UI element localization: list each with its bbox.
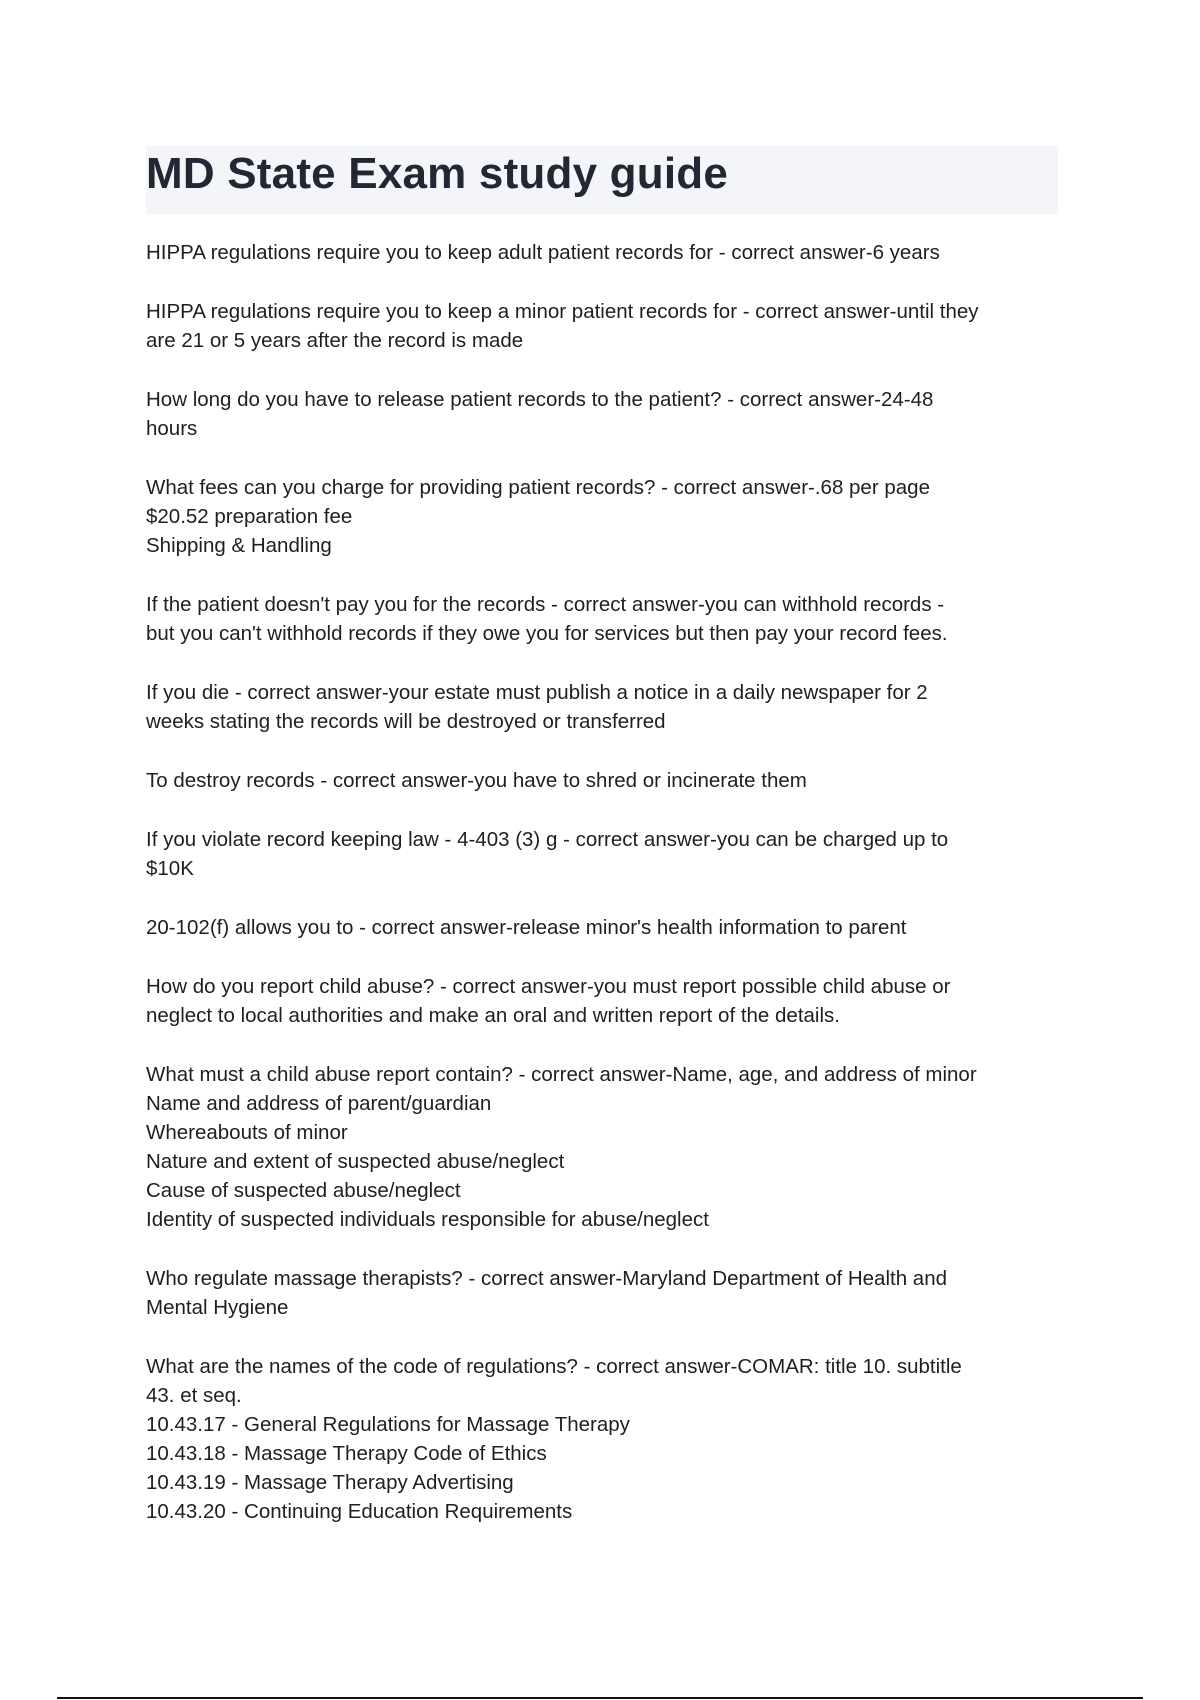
qa-line: Who regulate massage therapists? - correct answer-Maryland Department of Health and [146, 1267, 948, 1290]
qa-line: HIPPA regulations require you to keep adult patient records for - correct answer-6 years [146, 241, 940, 264]
qa-line: $20.52 preparation fee [146, 505, 353, 528]
qa-entry [146, 825, 1058, 883]
qa-entry [146, 1352, 1058, 1526]
qa-entry [146, 385, 1058, 443]
qa-line: Identity of suspected individuals responsible for abuse/neglect [146, 1208, 709, 1231]
qa-line: weeks stating the records will be destroyed or transferred [146, 710, 666, 733]
qa-entry [146, 913, 1058, 942]
qa-line: How do you report child abuse? - correct answer-you must report possible child abuse or [146, 975, 951, 998]
qa-line: neglect to local authorities and make an oral and written report of the details. [146, 1004, 840, 1027]
qa-entry [146, 238, 1058, 267]
qa-line: 20-102(f) allows you to - correct answer-release minor's health information to parent [146, 916, 907, 939]
qa-line: If you die - correct answer-your estate must publish a notice in a daily newspaper for 2 [146, 681, 928, 704]
title-band [146, 146, 1058, 214]
qa-line: 10.43.18 - Massage Therapy Code of Ethics [146, 1442, 547, 1465]
qa-line: Nature and extent of suspected abuse/neglect [146, 1150, 565, 1173]
qa-line: $10K [146, 857, 194, 880]
qa-line: Shipping & Handling [146, 534, 332, 557]
qa-entry [146, 678, 1058, 736]
qa-line: Whereabouts of minor [146, 1121, 348, 1144]
qa-line: Mental Hygiene [146, 1296, 289, 1319]
qa-line: 10.43.19 - Massage Therapy Advertising [146, 1471, 514, 1494]
qa-line: are 21 or 5 years after the record is made [146, 329, 524, 352]
qa-entry [146, 473, 1058, 560]
footer-rule [57, 1697, 1143, 1699]
qa-line: If you violate record keeping law - 4-403 (3) g - correct answer-you can be charged up to [146, 828, 949, 851]
qa-entry [146, 972, 1058, 1030]
qa-line: 10.43.17 - General Regulations for Massage Therapy [146, 1413, 630, 1436]
qa-line: What are the names of the code of regulations? - correct answer-COMAR: title 10. subtitle [146, 1355, 962, 1378]
qa-line: 43. et seq. [146, 1384, 242, 1407]
qa-entry [146, 297, 1058, 355]
qa-entry [146, 1060, 1058, 1234]
qa-line: Cause of suspected abuse/neglect [146, 1179, 461, 1202]
qa-entry [146, 590, 1058, 648]
qa-line: but you can't withhold records if they owe you for services but then pay your record fees. [146, 622, 948, 645]
qa-line: To destroy records - correct answer-you have to shred or incinerate them [146, 769, 807, 792]
qa-entry [146, 766, 1058, 795]
qa-line: Name and address of parent/guardian [146, 1092, 492, 1115]
document-title: MD State Exam study guide [146, 149, 729, 198]
qa-line: How long do you have to release patient records to the patient? - correct answer-24-48 [146, 388, 934, 411]
qa-line: What fees can you charge for providing patient records? - correct answer-.68 per page [146, 476, 930, 499]
qa-line: If the patient doesn't pay you for the records - correct answer-you can withhold records - [146, 593, 945, 616]
qa-line: What must a child abuse report contain? - correct answer-Name, age, and address of minor [146, 1063, 977, 1086]
qa-list [146, 238, 1058, 1556]
qa-entry [146, 1264, 1058, 1322]
qa-line: HIPPA regulations require you to keep a minor patient records for - correct answer-until they [146, 300, 979, 323]
qa-line: 10.43.20 - Continuing Education Requirements [146, 1500, 573, 1523]
qa-line: hours [146, 417, 198, 440]
